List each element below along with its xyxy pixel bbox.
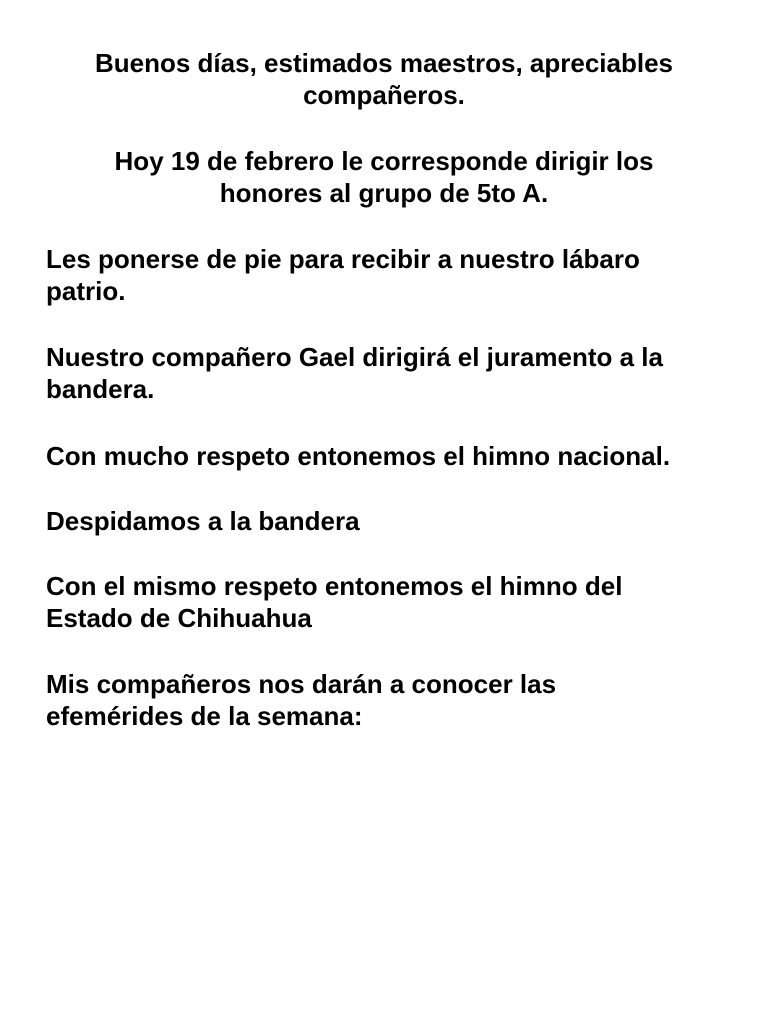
state-anthem-paragraph — [46, 570, 746, 634]
anthem-line-1: Con mucho respeto entonemos el himno nacional. — [46, 441, 671, 471]
oath-line-1: Nuestro compañero Gael dirigirá el juramento a la — [46, 342, 663, 372]
intro-line-2: honores al grupo de 5to A. — [219, 178, 549, 208]
state-anthem-line-1: Con el mismo respeto entonemos el himno del — [46, 571, 623, 601]
intro-paragraph — [40, 145, 728, 209]
ephemerides-line-2: efemérides de la semana: — [46, 701, 363, 731]
state-anthem-line-2: Estado de Chihuahua — [46, 603, 312, 633]
instruction-flag-paragraph — [46, 243, 746, 307]
instruction-flag-line-2: patrio. — [46, 276, 126, 306]
oath-paragraph — [46, 341, 746, 405]
anthem-paragraph — [46, 440, 746, 472]
farewell-flag-line-1: Despidamos a la bandera — [46, 506, 360, 536]
greeting-line-2: compañeros. — [303, 80, 465, 110]
greeting-line-1: Buenos días, estimados maestros, apreciables — [94, 48, 674, 78]
intro-line-1: Hoy 19 de febrero le corresponde dirigir los — [114, 146, 654, 176]
greeting-paragraph — [40, 47, 728, 111]
ephemerides-paragraph — [46, 668, 746, 732]
farewell-flag-paragraph — [46, 505, 746, 537]
oath-line-2: bandera. — [46, 374, 155, 404]
ephemerides-line-1: Mis compañeros nos darán a conocer las — [46, 669, 557, 699]
instruction-flag-line-1: Les ponerse de pie para recibir a nuestro lábaro — [46, 244, 640, 274]
